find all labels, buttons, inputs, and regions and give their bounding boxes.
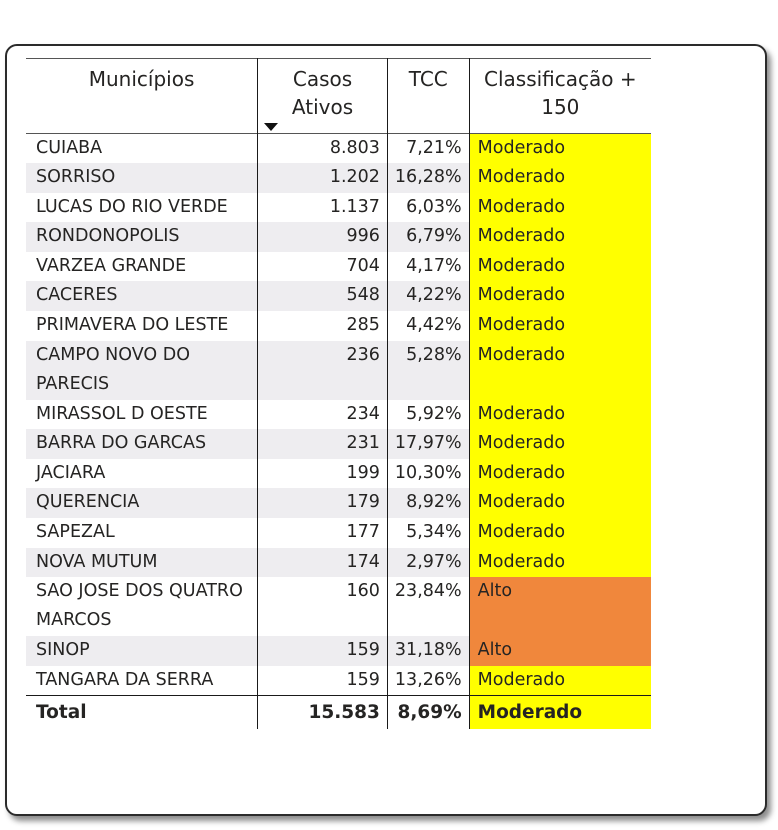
casos-cell: 285 <box>258 311 388 341</box>
table-row <box>26 459 651 489</box>
municipio-cell: CAMPO NOVO DO PARECIS <box>26 341 258 400</box>
classificacao-cell: Moderado <box>469 518 651 548</box>
classificacao-cell: Alto <box>469 577 651 636</box>
municipio-cell: SINOP <box>26 636 258 666</box>
municipio-cell: RONDONOPOLIS <box>26 222 258 252</box>
classificacao-cell: Moderado <box>469 252 651 282</box>
table-row <box>26 281 651 311</box>
tcc-cell: 17,97% <box>387 429 469 459</box>
total-classificacao: Moderado <box>469 695 651 729</box>
municipio-cell: LUCAS DO RIO VERDE <box>36 196 228 217</box>
municipio-cell: TANGARA DA SERRA <box>36 669 214 690</box>
tcc-cell: 7,21% <box>387 134 469 164</box>
municipio-cell: SAO JOSE DOS QUATRO MARCOS <box>36 581 243 631</box>
table-row <box>26 577 651 636</box>
casos-cell: 704 <box>258 252 388 282</box>
classificacao-cell: Moderado <box>469 281 651 311</box>
casos-cell: 234 <box>258 400 388 430</box>
tcc-cell: 2,97% <box>387 548 469 578</box>
municipio-cell: CUIABA <box>36 138 103 158</box>
tcc-cell: 4,42% <box>387 311 469 341</box>
casos-cell: 177 <box>258 518 388 548</box>
casos-cell: 179 <box>258 488 388 518</box>
classificacao-cell: Moderado <box>469 429 651 459</box>
classificacao-cell: Moderado <box>469 193 651 223</box>
table-row <box>26 341 651 400</box>
tcc-cell: 13,26% <box>387 666 469 696</box>
total-tcc: 8,69% <box>387 695 469 729</box>
municipio-cell: PRIMAVERA DO LESTE <box>36 315 229 336</box>
classificacao-cell: Alto <box>469 636 651 666</box>
table-row <box>26 134 651 164</box>
classificacao-cell: Moderado <box>469 163 651 193</box>
casos-cell: 8.803 <box>258 134 388 164</box>
table-row <box>26 488 651 518</box>
total-label: Total <box>36 701 87 723</box>
tcc-cell: 4,17% <box>387 252 469 282</box>
casos-cell: 1.137 <box>258 193 388 223</box>
table-row <box>26 400 651 430</box>
tcc-cell: 23,84% <box>387 577 469 636</box>
table-row <box>26 193 651 223</box>
header-classificacao[interactable]: Classificação + 150 <box>469 59 651 134</box>
municipio-cell: JACIARA <box>36 462 106 483</box>
tcc-cell: 5,92% <box>387 400 469 430</box>
municipios-table <box>26 58 651 729</box>
tcc-cell: 10,30% <box>387 459 469 489</box>
table-row <box>26 222 651 252</box>
header-municipios[interactable]: Municípios <box>88 67 195 91</box>
tcc-cell: 6,79% <box>387 222 469 252</box>
tcc-cell: 6,03% <box>387 193 469 223</box>
municipio-cell: SAPEZAL <box>36 522 115 543</box>
classificacao-cell: Moderado <box>469 134 651 164</box>
classificacao-cell: Moderado <box>469 459 651 489</box>
header-tcc[interactable]: TCC <box>387 59 469 134</box>
classificacao-cell: Moderado <box>469 222 651 252</box>
casos-cell: 174 <box>258 548 388 578</box>
municipio-cell: MIRASSOL D OESTE <box>36 403 208 424</box>
casos-cell: 159 <box>258 636 388 666</box>
classificacao-cell: Moderado <box>469 488 651 518</box>
sort-descending-icon[interactable] <box>264 123 278 131</box>
total-casos: 15.583 <box>258 695 388 729</box>
classificacao-cell: Moderado <box>469 311 651 341</box>
table-row <box>26 311 651 341</box>
municipio-cell: NOVA MUTUM <box>26 548 258 578</box>
table-row <box>26 163 651 193</box>
casos-cell: 996 <box>258 222 388 252</box>
table-visual-card <box>5 44 767 816</box>
table-header-row <box>26 59 651 134</box>
casos-cell: 1.202 <box>258 163 388 193</box>
casos-cell: 548 <box>258 281 388 311</box>
table-total-row <box>26 695 651 729</box>
table-row <box>26 636 651 666</box>
casos-cell: 159 <box>258 666 388 696</box>
tcc-cell: 8,92% <box>387 488 469 518</box>
classificacao-cell: Moderado <box>469 666 651 696</box>
table-row <box>26 252 651 282</box>
municipio-cell: CACERES <box>26 281 258 311</box>
tcc-cell: 16,28% <box>387 163 469 193</box>
casos-cell: 199 <box>258 459 388 489</box>
casos-cell: 231 <box>258 429 388 459</box>
classificacao-cell: Moderado <box>469 548 651 578</box>
casos-cell: 236 <box>258 341 388 400</box>
table-row <box>26 518 651 548</box>
municipio-cell: VARZEA GRANDE <box>36 255 187 276</box>
table-row <box>26 429 651 459</box>
classificacao-cell: Moderado <box>469 400 651 430</box>
municipio-cell: SORRISO <box>26 163 258 193</box>
tcc-cell: 4,22% <box>387 281 469 311</box>
table-row <box>26 548 651 578</box>
tcc-cell: 5,28% <box>387 341 469 400</box>
municipio-cell: QUERENCIA <box>26 488 258 518</box>
tcc-cell: 31,18% <box>387 636 469 666</box>
municipio-cell: BARRA DO GARCAS <box>26 429 258 459</box>
casos-cell: 160 <box>258 577 388 636</box>
tcc-cell: 5,34% <box>387 518 469 548</box>
header-casos-ativos[interactable]: Casos Ativos <box>258 59 388 134</box>
classificacao-cell: Moderado <box>469 341 651 400</box>
table-row <box>26 666 651 696</box>
